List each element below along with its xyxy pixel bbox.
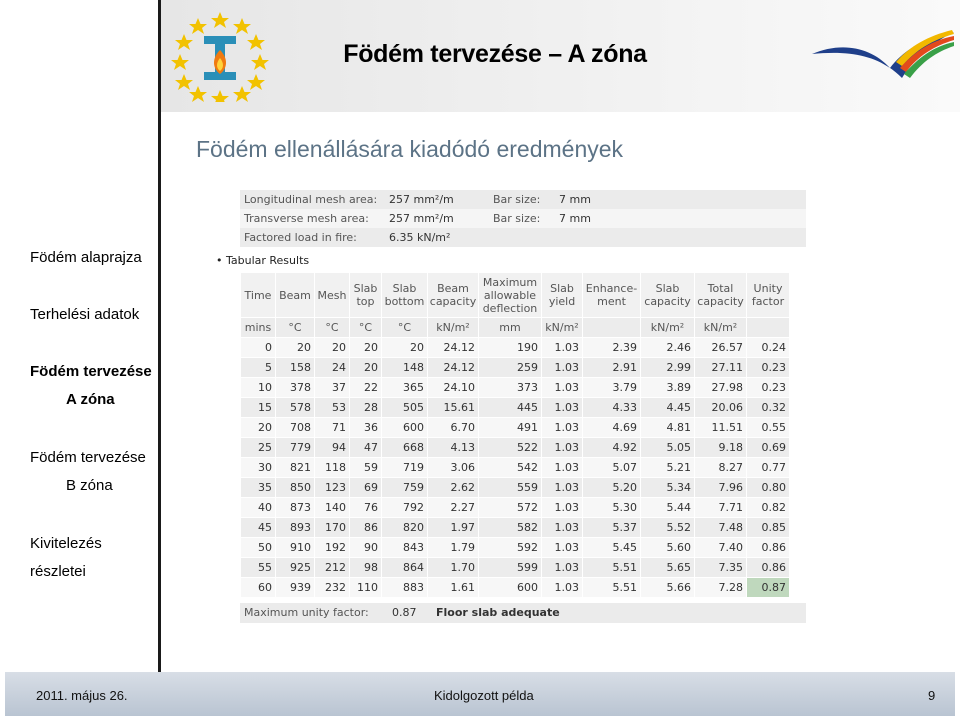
table-cell: 94	[315, 438, 350, 458]
table-cell: 5.20	[583, 478, 641, 498]
table-cell: 5.21	[641, 458, 695, 478]
table-cell: 20	[276, 338, 315, 358]
table-cell: 15	[241, 398, 276, 418]
slide-title: Födém tervezése – A zóna	[343, 40, 647, 68]
table-row	[241, 338, 790, 358]
col-header-mesh: Mesh	[315, 273, 350, 318]
info-label: Factored load in fire:	[244, 231, 357, 244]
info-value: 7 mm	[559, 212, 591, 225]
unit-cell: kN/m²	[428, 318, 479, 338]
table-cell: 1.03	[542, 378, 583, 398]
table-cell: 59	[350, 458, 382, 478]
table-cell: 0.23	[747, 378, 790, 398]
table-cell: 20	[241, 418, 276, 438]
table-cell: 3.89	[641, 378, 695, 398]
table-cell: 27.11	[695, 358, 747, 378]
table-header-row	[241, 273, 790, 318]
table-cell: 24.10	[428, 378, 479, 398]
table-cell: 232	[315, 578, 350, 598]
table-cell: 24.12	[428, 338, 479, 358]
col-header-beam: Beam	[276, 273, 315, 318]
table-cell: 1.03	[542, 418, 583, 438]
table-cell: 148	[382, 358, 428, 378]
table-cell: 20	[382, 338, 428, 358]
col-header-total-capacity: Total capacity	[695, 273, 747, 318]
table-cell: 5.44	[641, 498, 695, 518]
table-cell: 0.69	[747, 438, 790, 458]
table-cell: 123	[315, 478, 350, 498]
table-cell: 8.27	[695, 458, 747, 478]
nav-item-zone-b[interactable]: B zóna	[66, 477, 113, 494]
footer-date: 2011. május 26.	[36, 688, 128, 703]
col-header-slab-bottom: Slab bottom	[382, 273, 428, 318]
table-cell: 0.55	[747, 418, 790, 438]
table-cell: 90	[350, 538, 382, 558]
info-value: 257 mm²/m	[389, 212, 454, 225]
table-cell: 3.79	[583, 378, 641, 398]
table-cell: 491	[479, 418, 542, 438]
slab-status: Floor slab adequate	[436, 606, 560, 619]
table-cell: 2.62	[428, 478, 479, 498]
table-cell: 600	[382, 418, 428, 438]
table-row	[241, 478, 790, 498]
table-row	[241, 438, 790, 458]
table-cell: 0.87	[747, 578, 790, 598]
table-cell: 110	[350, 578, 382, 598]
table-cell: 0.85	[747, 518, 790, 538]
table-cell: 53	[315, 398, 350, 418]
table-cell: 5.65	[641, 558, 695, 578]
table-cell: 572	[479, 498, 542, 518]
table-cell: 599	[479, 558, 542, 578]
nav-item-execution[interactable]: Kivitelezés	[30, 535, 102, 552]
table-cell: 5.45	[583, 538, 641, 558]
table-cell: 1.03	[542, 498, 583, 518]
table-cell: 1.79	[428, 538, 479, 558]
nav-divider	[158, 0, 161, 672]
table-cell: 1.03	[542, 558, 583, 578]
table-cell: 45	[241, 518, 276, 538]
table-cell: 365	[382, 378, 428, 398]
table-cell: 1.97	[428, 518, 479, 538]
table-cell: 505	[382, 398, 428, 418]
table-cell: 0.32	[747, 398, 790, 418]
table-cell: 76	[350, 498, 382, 518]
table-cell: 40	[241, 498, 276, 518]
table-cell: 910	[276, 538, 315, 558]
col-header-time: Time	[241, 273, 276, 318]
table-cell: 1.03	[542, 478, 583, 498]
footer-title: Kidolgozott példa	[434, 688, 534, 703]
table-cell: 578	[276, 398, 315, 418]
col-header-slab-top: Slab top	[350, 273, 382, 318]
table-cell: 2.27	[428, 498, 479, 518]
table-cell: 592	[479, 538, 542, 558]
mesh-info-box	[240, 190, 806, 247]
eu-fire-logo	[170, 10, 270, 102]
table-cell: 22	[350, 378, 382, 398]
table-cell: 20.06	[695, 398, 747, 418]
table-cell: 445	[479, 398, 542, 418]
table-row	[241, 518, 790, 538]
table-cell: 36	[350, 418, 382, 438]
table-cell: 939	[276, 578, 315, 598]
info-value: 7 mm	[559, 193, 591, 206]
table-cell: 5.52	[641, 518, 695, 538]
table-cell: 1.03	[542, 398, 583, 418]
page-number: 9	[928, 688, 936, 703]
table-cell: 4.92	[583, 438, 641, 458]
table-cell: 4.13	[428, 438, 479, 458]
table-cell: 1.03	[542, 338, 583, 358]
table-cell: 1.03	[542, 538, 583, 558]
units-row	[241, 318, 790, 338]
max-unity-value: 0.87	[392, 606, 417, 619]
info-label: Transverse mesh area:	[244, 212, 369, 225]
table-cell: 4.81	[641, 418, 695, 438]
max-unity-label: Maximum unity factor:	[244, 606, 369, 619]
col-header-max-deflection: Maximum allowable deflection	[479, 273, 542, 318]
table-cell: 35	[241, 478, 276, 498]
info-value: 257 mm²/m	[389, 193, 454, 206]
table-cell: 668	[382, 438, 428, 458]
table-cell: 4.33	[583, 398, 641, 418]
table-cell: 37	[315, 378, 350, 398]
table-cell: 170	[315, 518, 350, 538]
table-cell: 190	[479, 338, 542, 358]
table-cell: 1.70	[428, 558, 479, 578]
table-cell: 850	[276, 478, 315, 498]
unit-cell: kN/m²	[641, 318, 695, 338]
info-row-load	[240, 228, 806, 247]
leonardo-swoosh-logo	[810, 28, 956, 84]
table-row	[241, 538, 790, 558]
table-cell: 1.03	[542, 438, 583, 458]
table-row	[241, 558, 790, 578]
table-cell: 5	[241, 358, 276, 378]
unit-cell: °C	[276, 318, 315, 338]
col-header-unity-factor: Unity factor	[747, 273, 790, 318]
table-cell: 5.51	[583, 578, 641, 598]
nav-item-details[interactable]: részletei	[30, 563, 86, 580]
unit-cell	[747, 318, 790, 338]
info-label: Bar size:	[493, 212, 541, 225]
table-cell: 26.57	[695, 338, 747, 358]
table-cell: 779	[276, 438, 315, 458]
table-cell: 7.71	[695, 498, 747, 518]
table-cell: 582	[479, 518, 542, 538]
table-cell: 192	[315, 538, 350, 558]
table-cell: 5.05	[641, 438, 695, 458]
col-header-enhancement: Enhance-ment	[583, 273, 641, 318]
table-cell: 24	[315, 358, 350, 378]
table-cell: 0.86	[747, 538, 790, 558]
table-cell: 118	[315, 458, 350, 478]
table-row	[241, 378, 790, 398]
table-cell: 843	[382, 538, 428, 558]
table-cell: 69	[350, 478, 382, 498]
nav-item-zone-a[interactable]: A zóna	[66, 391, 115, 408]
info-label: Longitudinal mesh area:	[244, 193, 378, 206]
table-cell: 1.03	[542, 578, 583, 598]
table-cell: 4.45	[641, 398, 695, 418]
table-cell: 158	[276, 358, 315, 378]
table-cell: 212	[315, 558, 350, 578]
nav-item-floor-design-b[interactable]: Födém tervezése	[30, 449, 146, 466]
unit-cell: kN/m²	[695, 318, 747, 338]
table-cell: 20	[350, 358, 382, 378]
nav-item-floor-design-a[interactable]: Födém tervezése	[30, 363, 152, 380]
table-cell: 55	[241, 558, 276, 578]
table-cell: 20	[315, 338, 350, 358]
table-cell: 378	[276, 378, 315, 398]
table-cell: 60	[241, 578, 276, 598]
table-cell: 708	[276, 418, 315, 438]
table-cell: 2.39	[583, 338, 641, 358]
table-cell: 47	[350, 438, 382, 458]
table-cell: 0.80	[747, 478, 790, 498]
table-cell: 86	[350, 518, 382, 538]
table-cell: 7.96	[695, 478, 747, 498]
col-header-slab-capacity: Slab capacity	[641, 273, 695, 318]
col-header-beam-capacity: Beam capacity	[428, 273, 479, 318]
table-cell: 7.48	[695, 518, 747, 538]
table-cell: 0.24	[747, 338, 790, 358]
table-cell: 5.34	[641, 478, 695, 498]
table-row	[241, 418, 790, 438]
table-cell: 5.30	[583, 498, 641, 518]
table-cell: 0.86	[747, 558, 790, 578]
table-cell: 71	[315, 418, 350, 438]
table-cell: 4.69	[583, 418, 641, 438]
table-cell: 0	[241, 338, 276, 358]
table-row	[241, 498, 790, 518]
table-cell: 25	[241, 438, 276, 458]
table-cell: 893	[276, 518, 315, 538]
info-label: Bar size:	[493, 193, 541, 206]
table-cell: 2.91	[583, 358, 641, 378]
table-cell: 2.99	[641, 358, 695, 378]
table-cell: 20	[350, 338, 382, 358]
table-cell: 11.51	[695, 418, 747, 438]
table-cell: 925	[276, 558, 315, 578]
table-cell: 5.37	[583, 518, 641, 538]
table-cell: 759	[382, 478, 428, 498]
table-cell: 864	[382, 558, 428, 578]
table-cell: 1.03	[542, 518, 583, 538]
table-cell: 600	[479, 578, 542, 598]
table-cell: 5.51	[583, 558, 641, 578]
info-value: 6.35 kN/m²	[389, 231, 451, 244]
col-header-slab-yield: Slab yield	[542, 273, 583, 318]
table-row	[241, 458, 790, 478]
info-row-transverse	[240, 209, 806, 228]
table-cell: 28	[350, 398, 382, 418]
section-subtitle: Födém ellenállására kiadódó eredmények	[196, 136, 624, 162]
table-cell: 5.66	[641, 578, 695, 598]
table-cell: 3.06	[428, 458, 479, 478]
table-cell: 6.70	[428, 418, 479, 438]
nav-item-load-data[interactable]: Terhelési adatok	[30, 306, 140, 323]
table-cell: 5.07	[583, 458, 641, 478]
table-cell: 0.77	[747, 458, 790, 478]
table-cell: 9.18	[695, 438, 747, 458]
table-cell: 0.82	[747, 498, 790, 518]
table-cell: 1.03	[542, 358, 583, 378]
results-table	[240, 272, 790, 598]
table-cell: 7.28	[695, 578, 747, 598]
table-cell: 5.60	[641, 538, 695, 558]
table-cell: 27.98	[695, 378, 747, 398]
unit-cell: mins	[241, 318, 276, 338]
table-cell: 873	[276, 498, 315, 518]
table-cell: 1.61	[428, 578, 479, 598]
table-cell: 30	[241, 458, 276, 478]
unit-cell	[583, 318, 641, 338]
table-cell: 719	[382, 458, 428, 478]
table-cell: 259	[479, 358, 542, 378]
table-cell: 7.40	[695, 538, 747, 558]
table-row	[241, 578, 790, 598]
info-row-longitudinal	[240, 190, 806, 209]
unit-cell: °C	[350, 318, 382, 338]
unit-cell: °C	[382, 318, 428, 338]
unit-cell: mm	[479, 318, 542, 338]
unit-cell: kN/m²	[542, 318, 583, 338]
table-cell: 373	[479, 378, 542, 398]
max-unity-box	[240, 603, 806, 623]
table-cell: 24.12	[428, 358, 479, 378]
table-cell: 10	[241, 378, 276, 398]
table-cell: 792	[382, 498, 428, 518]
table-cell: 542	[479, 458, 542, 478]
table-cell: 0.23	[747, 358, 790, 378]
table-row	[241, 358, 790, 378]
table-cell: 883	[382, 578, 428, 598]
tabular-results-label: • Tabular Results	[216, 254, 310, 267]
table-cell: 15.61	[428, 398, 479, 418]
table-row	[241, 398, 790, 418]
nav-item-floor-plan[interactable]: Födém alaprajza	[30, 249, 142, 266]
table-cell: 820	[382, 518, 428, 538]
table-cell: 50	[241, 538, 276, 558]
table-cell: 559	[479, 478, 542, 498]
table-cell: 140	[315, 498, 350, 518]
table-cell: 821	[276, 458, 315, 478]
unit-cell: °C	[315, 318, 350, 338]
table-cell: 98	[350, 558, 382, 578]
table-cell: 1.03	[542, 458, 583, 478]
table-cell: 7.35	[695, 558, 747, 578]
table-cell: 522	[479, 438, 542, 458]
table-cell: 2.46	[641, 338, 695, 358]
